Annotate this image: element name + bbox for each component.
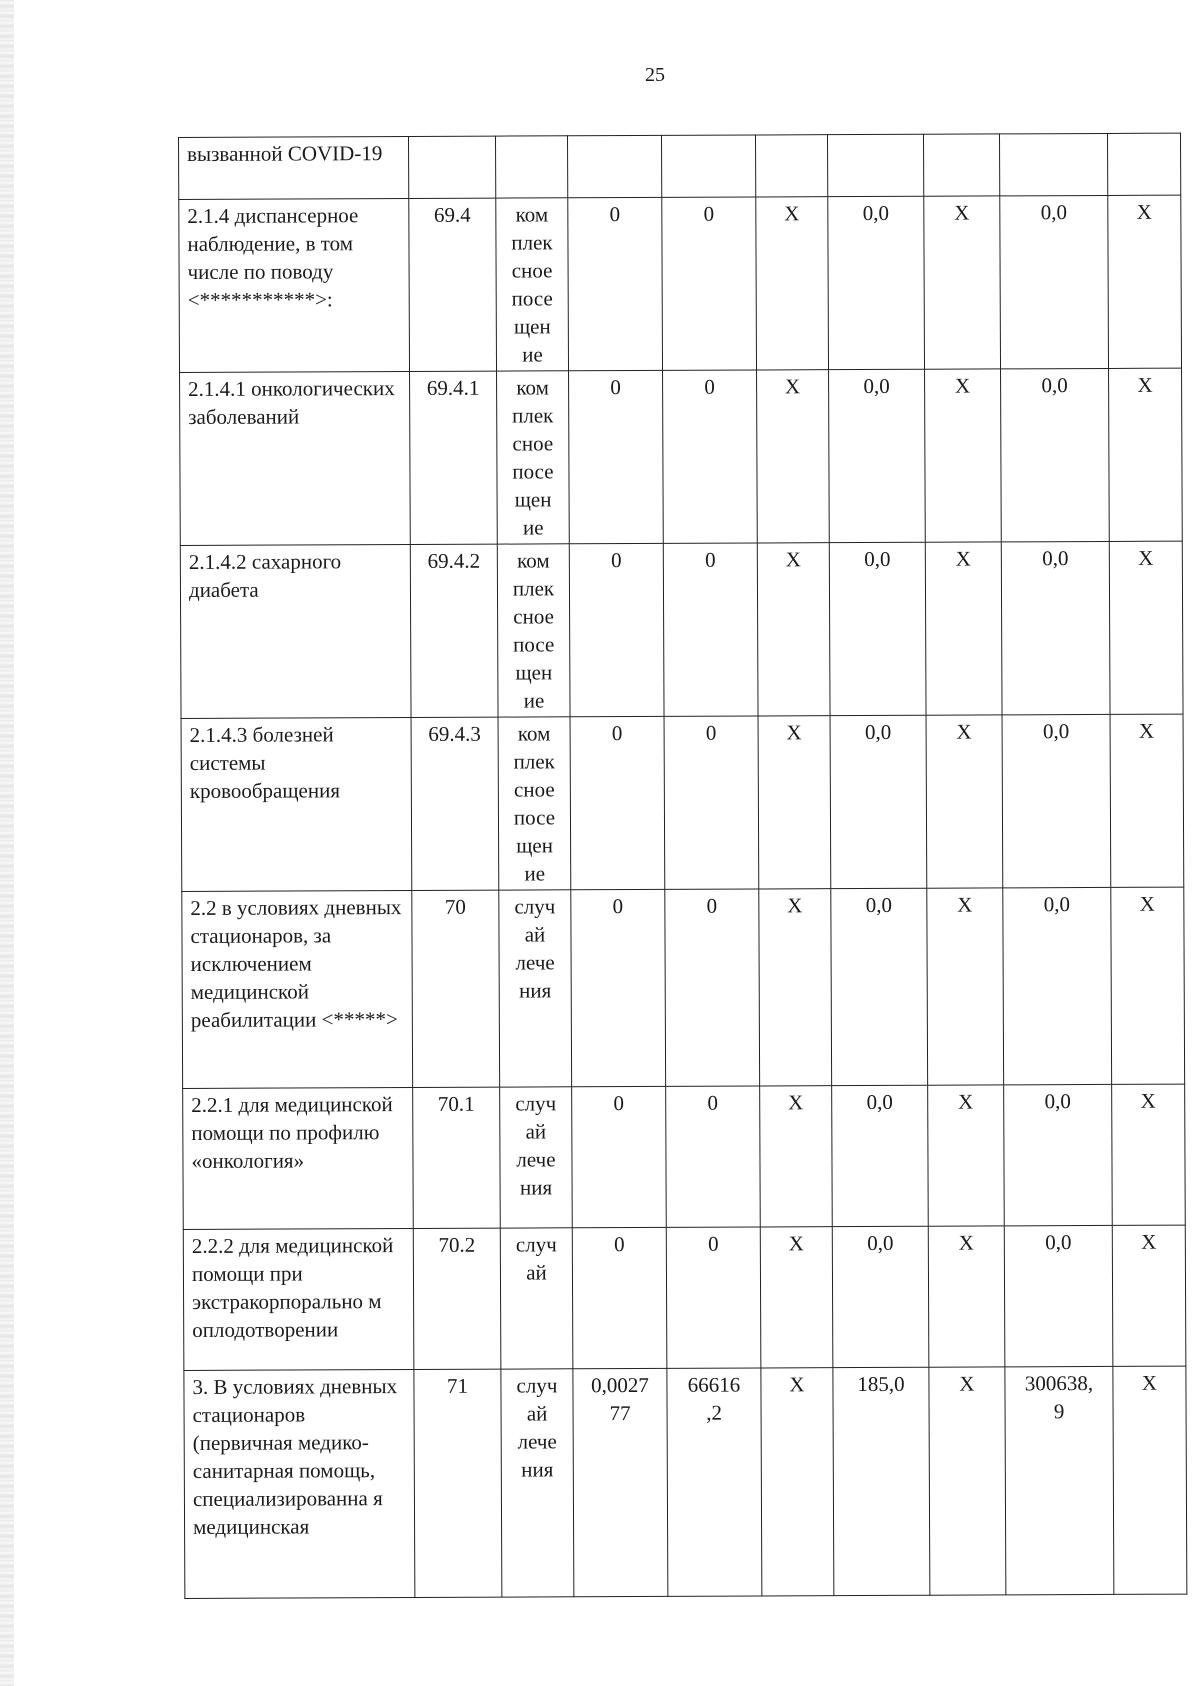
row-unit-cell: случ ай лече ния xyxy=(500,1087,573,1228)
table-row xyxy=(183,1225,1186,1370)
row-unit-cell xyxy=(495,136,567,198)
row-value-5-cell: Х xyxy=(925,542,1002,715)
row-value-7-cell: Х xyxy=(1109,368,1183,541)
table-body xyxy=(179,133,1187,1598)
row-value-3-cell: Х xyxy=(759,889,832,1086)
row-value-1-cell: 0 xyxy=(569,543,664,716)
row-value-3-cell: Х xyxy=(757,543,830,716)
row-unit-cell: ком плек сное посе щен ие xyxy=(497,544,570,717)
row-unit-cell: случ ай лече ния xyxy=(501,1369,574,1597)
row-value-2-cell: 0 xyxy=(662,197,757,370)
table-row xyxy=(184,1366,1187,1598)
row-value-4-cell: 0,0 xyxy=(832,1226,929,1367)
row-value-4-cell: 0,0 xyxy=(829,542,926,715)
row-value-4-cell: 185,0 xyxy=(833,1367,930,1595)
row-value-7-cell: Х xyxy=(1112,1225,1186,1366)
row-name-cell: 2.2.1 для медицинской помощи по профилю «онкология» xyxy=(183,1087,414,1229)
row-value-4-cell xyxy=(827,134,923,196)
row-code-cell: 69.4.3 xyxy=(411,717,499,890)
row-value-6-cell: 0,0 xyxy=(1001,368,1110,541)
row-value-7-cell: Х xyxy=(1113,1366,1187,1594)
row-unit-cell: ком плек сное посе щен ие xyxy=(496,198,569,371)
row-value-1-cell xyxy=(567,135,661,197)
row-value-2-cell: 0 xyxy=(664,716,759,889)
row-value-6-cell xyxy=(999,133,1107,195)
row-name-cell: 2.1.4 диспансерное наблюдение, в том числе по поводу <***********>: xyxy=(179,198,410,372)
row-value-1-cell: 0 xyxy=(572,1227,667,1368)
row-value-5-cell: Х xyxy=(927,888,1004,1085)
row-value-7-cell: Х xyxy=(1109,541,1183,714)
row-value-6-cell: 0,0 xyxy=(1004,1084,1113,1225)
row-value-3-cell: Х xyxy=(760,1086,833,1227)
scan-edge xyxy=(0,0,14,1686)
row-name-cell: 2.2 в условиях дневных стационаров, за исключением медицинской реабилитации <*****> xyxy=(182,890,413,1088)
row-value-6-cell: 0,0 xyxy=(1002,714,1111,887)
row-value-3-cell: Х xyxy=(760,1227,833,1368)
row-unit-cell: случ ай лече ния xyxy=(499,890,572,1087)
row-value-5-cell: Х xyxy=(928,1085,1005,1226)
row-value-3-cell xyxy=(755,135,827,197)
row-value-1-cell: 0 xyxy=(568,197,663,370)
row-value-2-cell xyxy=(661,135,755,197)
row-value-7-cell: Х xyxy=(1112,1084,1186,1225)
row-value-4-cell: 0,0 xyxy=(828,196,925,369)
row-code-cell: 69.4.2 xyxy=(410,544,498,717)
row-name-cell: 3. В условиях дневных стационаров (первичная медико-санитарная помощь, специализированна я медицинская xyxy=(184,1369,415,1598)
row-value-3-cell: Х xyxy=(757,370,830,543)
row-value-3-cell: Х xyxy=(761,1368,834,1596)
row-value-1-cell: 0 xyxy=(570,716,665,889)
row-value-5-cell: Х xyxy=(924,196,1001,369)
table-row xyxy=(179,133,1181,199)
row-value-7-cell: Х xyxy=(1110,714,1184,887)
row-value-2-cell: 66616 ,2 xyxy=(667,1368,762,1596)
row-value-5-cell: Х xyxy=(926,715,1003,888)
table-row xyxy=(181,714,1184,891)
row-value-5-cell xyxy=(923,134,999,196)
row-value-6-cell: 0,0 xyxy=(1001,541,1110,714)
row-name-cell: 2.1.4.3 болезней системы кровообращения xyxy=(181,717,412,891)
table-row xyxy=(182,887,1185,1088)
row-code-cell: 69.4 xyxy=(409,198,497,371)
row-value-4-cell: 0,0 xyxy=(831,888,928,1085)
row-value-2-cell: 0 xyxy=(666,1086,761,1227)
row-name-cell: 2.1.4.1 онкологических заболеваний xyxy=(180,371,411,545)
row-name-cell: 2.1.4.2 сахарного диабета xyxy=(180,544,411,718)
row-code-cell: 70 xyxy=(412,890,500,1087)
data-table xyxy=(178,133,1187,1599)
row-value-1-cell: 0,0027 77 xyxy=(573,1368,668,1596)
row-name-cell: вызванной COVID-19 xyxy=(179,136,409,199)
row-code-cell: 70.2 xyxy=(413,1228,501,1369)
row-unit-cell: случ ай xyxy=(500,1228,573,1369)
row-value-7-cell: Х xyxy=(1108,195,1182,368)
row-value-1-cell: 0 xyxy=(572,1086,667,1227)
row-value-6-cell: 0,0 xyxy=(1000,195,1109,368)
row-value-2-cell: 0 xyxy=(663,370,758,543)
row-value-1-cell: 0 xyxy=(569,370,664,543)
row-value-4-cell: 0,0 xyxy=(832,1085,929,1226)
page-number: 25 xyxy=(645,64,665,86)
row-value-6-cell: 300638, 9 xyxy=(1005,1366,1114,1594)
row-code-cell xyxy=(409,136,496,198)
row-value-7-cell: Х xyxy=(1111,887,1185,1084)
row-value-5-cell: Х xyxy=(925,369,1002,542)
table-row xyxy=(179,195,1182,372)
row-value-4-cell: 0,0 xyxy=(829,369,926,542)
row-value-2-cell: 0 xyxy=(665,889,760,1086)
row-value-5-cell: Х xyxy=(928,1226,1005,1367)
row-code-cell: 71 xyxy=(414,1369,502,1597)
row-value-2-cell: 0 xyxy=(663,543,758,716)
row-value-5-cell: Х xyxy=(929,1367,1006,1595)
row-unit-cell: ком плек сное посе щен ие xyxy=(498,717,571,890)
row-code-cell: 70.1 xyxy=(413,1087,501,1228)
row-value-7-cell xyxy=(1107,133,1180,195)
row-unit-cell: ком плек сное посе щен ие xyxy=(497,371,570,544)
table-row xyxy=(180,541,1183,718)
row-name-cell: 2.2.2 для медицинской помощи при экстракорпорально м оплодотворении xyxy=(183,1228,414,1370)
row-value-3-cell: Х xyxy=(758,716,831,889)
row-value-6-cell: 0,0 xyxy=(1003,887,1112,1084)
row-code-cell: 69.4.1 xyxy=(410,371,498,544)
row-value-1-cell: 0 xyxy=(571,889,666,1086)
table-row xyxy=(180,368,1183,545)
row-value-2-cell: 0 xyxy=(666,1227,761,1368)
table-row xyxy=(183,1084,1186,1229)
row-value-3-cell: Х xyxy=(756,197,829,370)
row-value-6-cell: 0,0 xyxy=(1004,1225,1113,1366)
row-value-4-cell: 0,0 xyxy=(830,715,927,888)
